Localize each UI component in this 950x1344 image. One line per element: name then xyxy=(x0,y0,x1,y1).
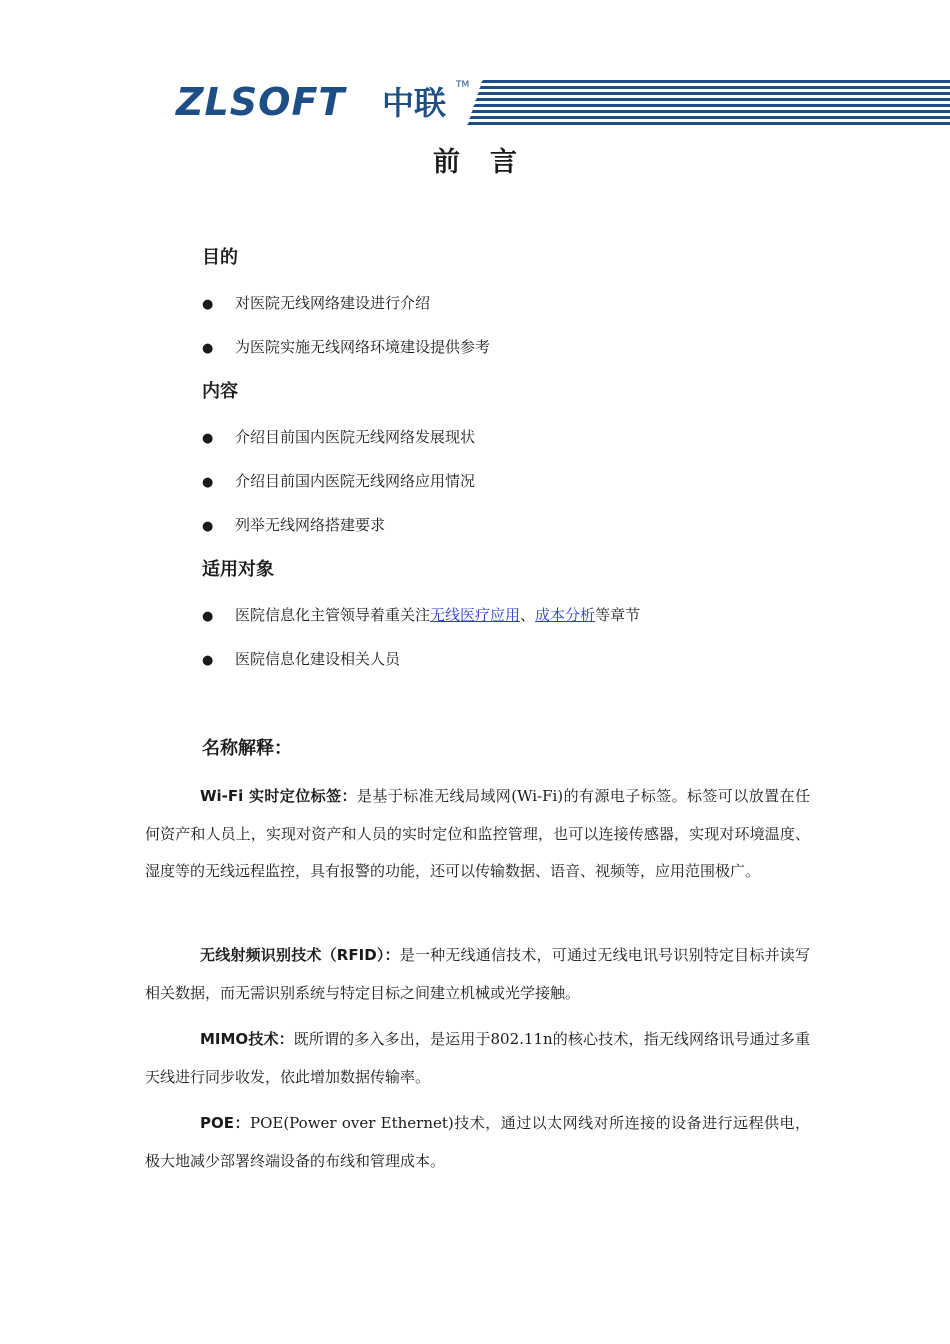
logo-zhonglian: 中联 xyxy=(382,84,447,122)
link-cost-analysis[interactable]: 成本分析 xyxy=(535,606,596,624)
bullet-icon: ● xyxy=(202,297,214,312)
bullet-icon: ● xyxy=(202,431,214,446)
list-item: ● 医院信息化建设相关人员 xyxy=(202,648,400,672)
glossary-term: POE： xyxy=(200,1114,250,1132)
glossary-entry-mimo: MIMO技术：既所谓的多入多出，是运用于802.11n的核心技术，指无线网络讯号通过多重天线进行同步收发，依此增加数据传输率。 xyxy=(145,1030,810,1086)
header-stripes-graphic xyxy=(455,78,950,126)
document-header xyxy=(0,0,950,135)
bullet-icon: ● xyxy=(202,653,214,668)
glossary-entry-rfid: 无线射频识别技术（RFID）：是一种无线通信技术，可通过无线电讯号识别特定目标并读写相关数据，而无需识别系统与特定目标之间建立机械或光学接触。 xyxy=(145,946,810,1002)
list-item: ● 为医院实施无线网络环境建设提供参考 xyxy=(202,336,490,360)
bullet-icon: ● xyxy=(202,475,214,490)
bullet-icon: ● xyxy=(202,609,214,624)
glossary-term: MIMO技术： xyxy=(200,1030,294,1048)
list-item: ● 介绍目前国内医院无线网络发展现状 xyxy=(202,426,475,450)
section-heading-glossary: 名称解释： xyxy=(202,738,292,759)
list-item: ● 医院信息化主管领导着重关注无线医疗应用、成本分析等章节 xyxy=(202,604,640,628)
list-item: ● 列举无线网络搭建要求 xyxy=(202,514,385,538)
logo-zlsoft: ZLSOFT xyxy=(176,80,346,124)
glossary-term: 无线射频识别技术（RFID）： xyxy=(200,946,400,964)
section-heading-audience: 适用对象 xyxy=(202,559,274,580)
section-heading-content: 内容 xyxy=(202,381,238,402)
page-title: 前言 xyxy=(433,147,547,178)
bullet-icon: ● xyxy=(202,519,214,534)
list-item: ● 介绍目前国内医院无线网络应用情况 xyxy=(202,470,475,494)
glossary-entry-wifi-tag: Wi-Fi 实时定位标签：是基于标准无线局域网(Wi-Fi)的有源电子标签。标签可以放置在任何资产和人员上，实现对资产和人员的实时定位和监控管理，也可以连接传感器，实现对环境温度、湿度等的无线远程监控，具有报警的功能，还可以传输数据、语音、视频等，应用范围极广。 xyxy=(145,787,810,880)
glossary-term: Wi-Fi 实时定位标签： xyxy=(200,787,357,805)
glossary-entry-poe: POE：POE(Power over Ethernet)技术，通过以太网线对所连接的设备进行远程供电，极大地减少部署终端设备的布线和管理成本。 xyxy=(145,1114,810,1170)
logo-trademark: TM xyxy=(456,80,470,90)
bullet-icon: ● xyxy=(202,341,214,356)
section-heading-purpose: 目的 xyxy=(202,247,238,268)
list-item: ● 对医院无线网络建设进行介绍 xyxy=(202,292,430,316)
link-wireless-medical-apps[interactable]: 无线医疗应用 xyxy=(430,606,521,624)
